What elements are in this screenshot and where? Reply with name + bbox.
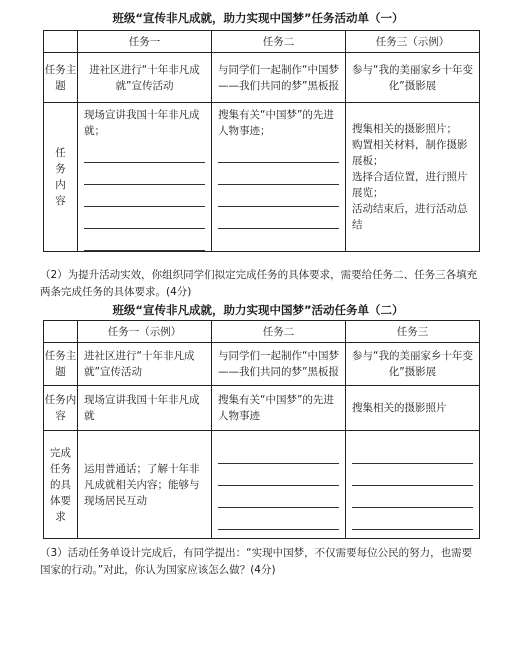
- header-task2: 任务二: [212, 321, 346, 343]
- header-task2: 任务二: [212, 31, 346, 53]
- task2-content-cell: [212, 103, 346, 252]
- task1-content: 现场宣讲我国十年非凡成就: [78, 386, 212, 431]
- answer-line[interactable]: [218, 464, 339, 486]
- answer-line[interactable]: [218, 508, 339, 530]
- task1-requirements: 运用普通话；了解十年非凡成就相关内容；能够与现场居民互动: [78, 431, 212, 539]
- task1-content-cell: [78, 103, 212, 252]
- task-table-2: [43, 320, 480, 539]
- answer-line[interactable]: [218, 185, 339, 207]
- task3-theme: 参与“我的美丽家乡十年变化”摄影展: [346, 343, 480, 386]
- task3-requirements-cell: [346, 431, 480, 539]
- task3-theme: 参与“我的美丽家乡十年变化”摄影展: [346, 53, 480, 103]
- task3-content-cell: [346, 103, 480, 252]
- answer-line[interactable]: [352, 442, 473, 464]
- task3-content-item: 购置相关材料，制作摄影展板；: [352, 139, 468, 167]
- task2-theme: 与同学们一起制作“中国梦——我们共同的梦”黑板报: [212, 343, 346, 386]
- header-task1: 任务一: [78, 31, 212, 53]
- task2-requirements-cell: [212, 431, 346, 539]
- answer-line[interactable]: [218, 141, 339, 163]
- answer-line[interactable]: [84, 229, 205, 251]
- answer-line[interactable]: [218, 207, 339, 229]
- row-label-content: 任务内容: [44, 103, 78, 252]
- task3-content-item: 搜集相关的摄影照片；: [352, 123, 457, 135]
- task1-content-prompt: 现场宣讲我国十年非凡成就；: [84, 109, 200, 137]
- answer-line[interactable]: [352, 486, 473, 508]
- header-task3: 任务三: [346, 321, 480, 343]
- table2-title: 班级“宣传非凡成就，助力实现中国梦”活动任务单（二）: [112, 303, 404, 317]
- task-table-1: [43, 30, 480, 252]
- answer-line[interactable]: [84, 185, 205, 207]
- table1-title: 班级“宣传非凡成就，助力实现中国梦”任务活动单（一）: [112, 11, 404, 25]
- task2-content-prompt: 搜集有关“中国梦”的先进人物事迹；: [218, 109, 334, 137]
- header-task1: 任务一（示例）: [78, 321, 212, 343]
- task3-content: 搜集相关的摄影照片: [346, 386, 480, 431]
- row-label-requirements: 完成任务的具体要求: [44, 431, 78, 539]
- answer-line[interactable]: [352, 464, 473, 486]
- task2-theme: 与同学们一起制作“中国梦——我们共同的梦”黑板报: [212, 53, 346, 103]
- task2-content: 搜集有关“中国梦”的先进人物事迹: [212, 386, 346, 431]
- answer-line[interactable]: [218, 163, 339, 185]
- task1-theme: 进社区进行“十年非凡成就”宣传活动: [78, 53, 212, 103]
- answer-line[interactable]: [218, 442, 339, 464]
- answer-line[interactable]: [352, 508, 473, 530]
- row-label-theme: 任务主题: [44, 53, 78, 103]
- header-empty-cell: [44, 321, 78, 343]
- answer-line[interactable]: [84, 141, 205, 163]
- task3-content-item: 选择合适位置，进行照片展览；: [352, 171, 468, 199]
- header-empty-cell: [44, 31, 78, 53]
- row-label-theme: 任务主题: [44, 343, 78, 386]
- header-task3: 任务三（示例）: [346, 31, 480, 53]
- question-3: （3）活动任务单设计完成后，有同学提出：“实现中国梦，不仅需要每位公民的努力，也需要国家的行动。”对此，你认为国家应该怎么做？(4分): [40, 547, 473, 576]
- task1-theme: 进社区进行“十年非凡成就”宣传活动: [78, 343, 212, 386]
- answer-line[interactable]: [218, 486, 339, 508]
- question-2: （2）为提升活动实效，你组织同学们拟定完成任务的具体要求，需要给任务二、任务三各填充两条完成任务的具体要求。(4分): [40, 269, 478, 298]
- answer-line[interactable]: [84, 163, 205, 185]
- task3-content-item: 活动结束后，进行活动总结: [352, 203, 468, 231]
- row-label-content: 任务内容: [44, 386, 78, 431]
- answer-line[interactable]: [84, 207, 205, 229]
